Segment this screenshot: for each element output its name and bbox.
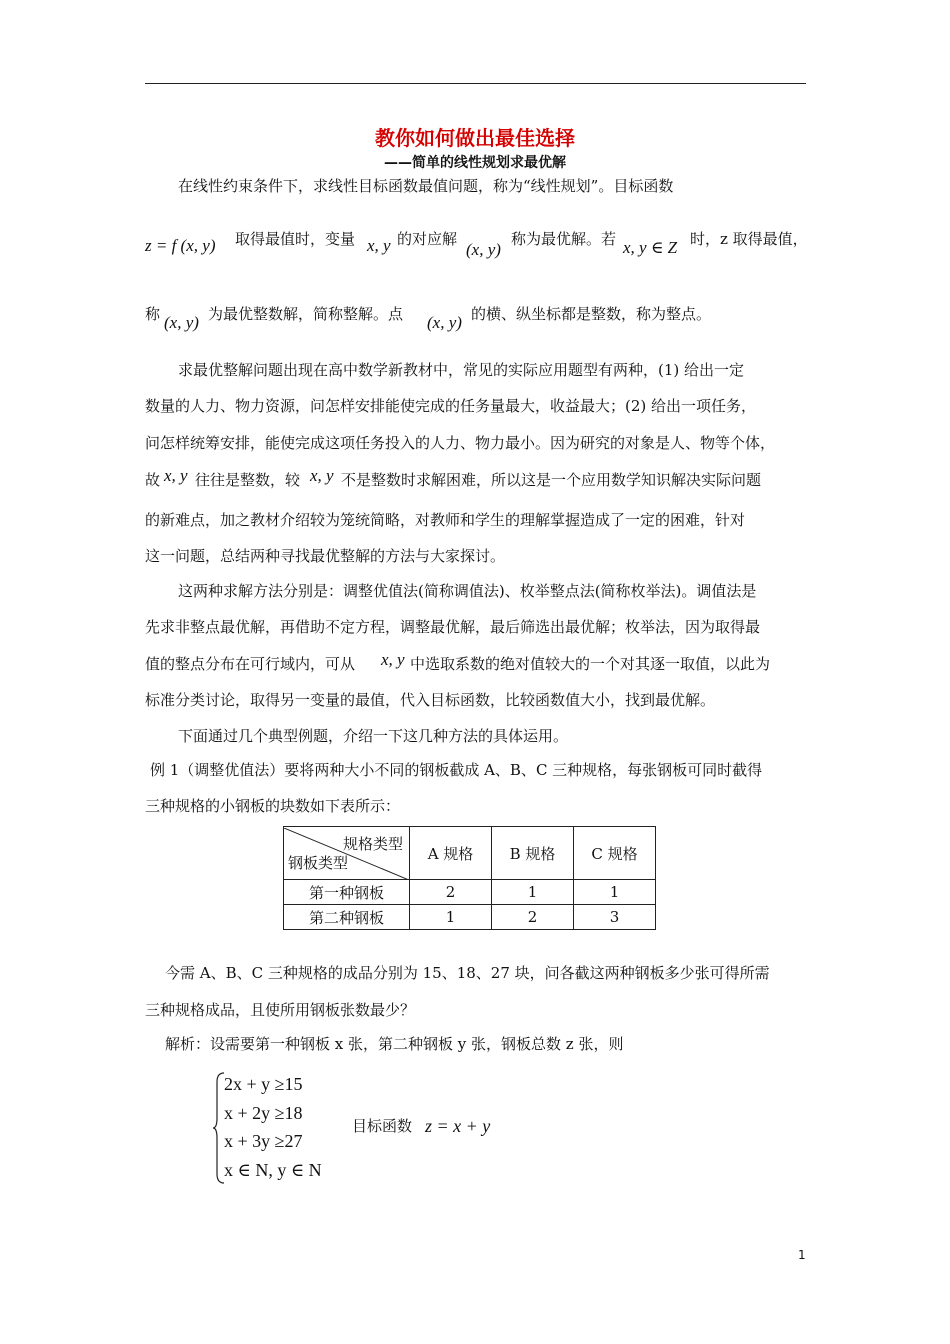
intro-text-5: 称 <box>145 305 161 323</box>
para2-line-4b: 往往是整数，较 <box>195 471 301 489</box>
table-cell: 3 <box>574 905 656 930</box>
formula-xy-3: x, y <box>310 466 334 485</box>
table-cell: 1 <box>492 880 574 905</box>
para2-line-5: 的新难点，加之教材介绍较为笼统简略，对教师和学生的理解掌握造成了一定的困难，针对 <box>145 511 746 529</box>
objective-label: 目标函数 <box>352 1117 413 1135</box>
formula-pair: (x, y) <box>466 240 501 259</box>
intro-text-7: 的横、纵坐标都是整数，称为整点。 <box>471 305 712 323</box>
table-header-row <box>284 827 656 880</box>
question-line-1: 今需 A、B、C 三种规格的成品分别为 15、18、27 块，问各截这两种钢板多少张可得所需 <box>165 964 770 982</box>
solution-line-1: 解析：设需要第一种钢板 x 张，第二种钢板 y 张，钢板总数 z 张，则 <box>165 1035 624 1053</box>
table-row <box>284 880 656 905</box>
spec-table <box>283 826 656 930</box>
table-header-a: A 规格 <box>410 827 492 880</box>
document-subtitle: ——简单的线性规划求最优解 <box>384 155 566 171</box>
table-cell: 2 <box>410 880 492 905</box>
page-number: 1 <box>798 1248 806 1262</box>
intro-text-2: 的对应解 <box>397 230 458 248</box>
para2-line-1: 求最优整解问题出现在高中数学新教材中，常见的实际应用题型有两种，(1) 给出一定 <box>178 361 745 379</box>
para2-line-4c: 不是整数时求解困难，所以这是一个应用数学知识解决实际问题 <box>341 471 762 489</box>
para2-line-4a: 故 <box>145 471 161 489</box>
para3-line-3b: 中选取系数的绝对值较大的一个对其逐一取值，以此为 <box>410 655 771 673</box>
para3-line-1: 这两种求解方法分别是：调整优值法(简称调值法)、枚举整点法(简称枚举法)。调值法是 <box>178 582 757 600</box>
example-line-2: 三种规格的小钢板的块数如下表所示： <box>145 797 401 815</box>
corner-label-plate: 钢板类型 <box>288 854 349 872</box>
table-header-b: B 规格 <box>492 827 574 880</box>
intro-text-6: 为最优整数解，简称整解。点 <box>208 305 404 323</box>
table-row-label: 第一种钢板 <box>284 880 410 905</box>
formula-xy-in-z: x, y ∈ Z <box>623 238 678 257</box>
table-cell: 1 <box>574 880 656 905</box>
formula-z-fxy: z = f (x, y) <box>145 236 216 255</box>
intro-text-1: 取得最值时，变量 <box>235 230 356 248</box>
constraint-2: x + 2y ≥18 <box>224 1103 303 1123</box>
para3-line-4: 标准分类讨论，取得另一变量的最值，代入目标函数，比较函数值大小，找到最优解。 <box>145 691 716 709</box>
table-cell: 1 <box>410 905 492 930</box>
table-cell: 2 <box>492 905 574 930</box>
formula-pair-3: (x, y) <box>427 313 462 332</box>
para2-line-2: 数量的人力、物力资源，问怎样安排能使完成的任务量最大，收益最大；(2) 给出一项任务， <box>145 397 757 415</box>
document-title: 教你如何做出最佳选择 <box>375 126 575 150</box>
question-line-2: 三种规格成品，且使所用钢板张数最少？ <box>145 1001 416 1019</box>
intro-text-3: 称为最优解。若 <box>511 230 617 248</box>
constraint-4: x ∈ N, y ∈ N <box>224 1160 322 1180</box>
para3-line-2: 先求非整点最优解，再借助不定方程，调整最优解，最后筛选出最优解；枚举法，因为取得最 <box>145 618 761 636</box>
para3-line-3a: 值的整点分布在可行域内，可从 <box>145 655 356 673</box>
corner-label-spec: 规格类型 <box>342 835 403 853</box>
constraint-3: x + 3y ≥27 <box>224 1131 303 1151</box>
formula-pair-2: (x, y) <box>164 313 199 332</box>
table-header-c: C 规格 <box>574 827 656 880</box>
table-row-label: 第二种钢板 <box>284 905 410 930</box>
formula-xy-2: x, y <box>164 466 188 485</box>
intro-text-4: 时，z 取得最值， <box>690 230 808 248</box>
formula-xy-4: x, y <box>381 650 405 669</box>
formula-xy: x, y <box>367 236 391 255</box>
constraint-1: 2x + y ≥15 <box>224 1074 303 1094</box>
example-line-1: 例 1（调整优值法）要将两种大小不同的钢板截成 A、B、C 三种规格，每张钢板可同时截得 <box>150 761 763 779</box>
header-rule <box>145 83 806 84</box>
para2-line-6: 这一问题，总结两种寻找最优整解的方法与大家探讨。 <box>145 547 506 565</box>
table-row <box>284 905 656 930</box>
objective-function: z = x + y <box>425 1116 491 1136</box>
table-corner-cell <box>284 827 410 880</box>
para4-line-1: 下面通过几个典型例题，介绍一下这几种方法的具体运用。 <box>178 727 569 745</box>
intro-line-1: 在线性约束条件下，求线性目标函数最值问题，称为“线性规划”。目标函数 <box>178 177 674 195</box>
para2-line-3: 问怎样统筹安排，能使完成这项任务投入的人力、物力最小。因为研究的对象是人、物等个体， <box>145 434 776 452</box>
